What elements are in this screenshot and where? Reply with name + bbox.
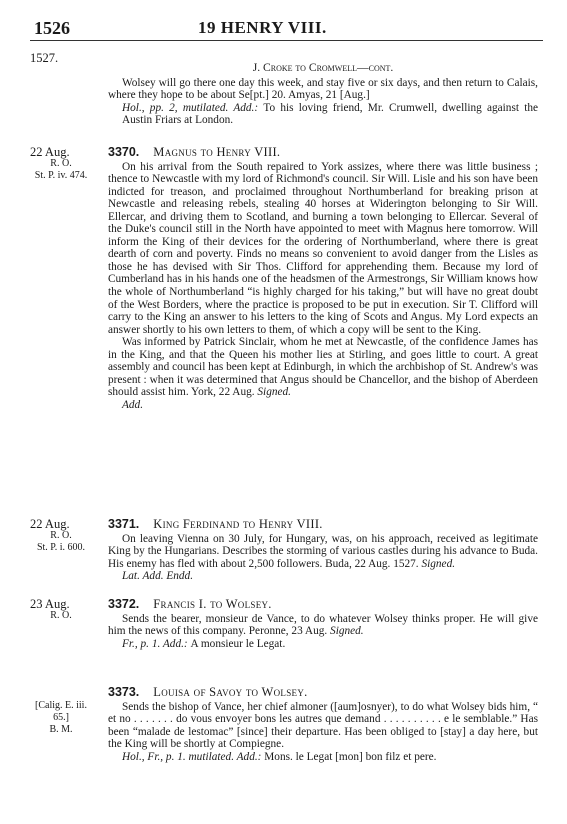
- paragraph-text: Sends the bearer, monsieur de Vance, to do whatever Wolsey thinks proper. He will give him the news of this company. Peronne, 23 Aug.: [108, 612, 538, 638]
- entry-heading: [108, 518, 538, 531]
- margin-3370: [30, 146, 102, 182]
- heading-text: Louisa of Savoy to Wolsey.: [153, 685, 308, 699]
- signed-note: Signed.: [421, 557, 456, 570]
- entry-date: 23 Aug.: [30, 597, 70, 611]
- trailer-label: Hol., Fr., p. 1. mutilated. Add.:: [122, 750, 262, 763]
- entry-paragraph: Wolsey will go there one day this week, and stay five or six days, and then return to Calais, where they hope to be about Se[pt.] 20. Amyas, 21 [Aug.]: [108, 76, 538, 102]
- heading-text: J. Croke to Cromwell—cont.: [252, 61, 394, 74]
- entry-heading: [108, 62, 538, 75]
- year-margin: [30, 52, 102, 64]
- entry-trailer: [108, 638, 538, 651]
- entry-3371: [108, 518, 538, 583]
- entry-paragraph: [108, 613, 538, 638]
- entry-paragraph-2: [108, 336, 538, 399]
- record-ref: R. O.: [50, 158, 72, 169]
- manuscript-ref-folio: 65.]: [53, 712, 69, 723]
- entry-paragraph: [108, 533, 538, 571]
- entry-number: 3370.: [108, 145, 140, 159]
- entry-heading: [108, 598, 538, 611]
- state-papers-ref: St. P. i. 600.: [36, 542, 86, 553]
- heading-text: Francis I. to Wolsey.: [153, 597, 272, 611]
- manuscript-ref: [Calig. E. iii.: [35, 700, 87, 711]
- signed-note: Signed.: [257, 386, 291, 399]
- entry-paragraph: On his arrival from the South repaired to York assizes, where there was little business ; thence to Newcastle with my lord of Richmond's council. Sir Will. Lisle and his son have been indicted for treason, and proclaimed throughout Northumberland for breaking prison at Newcastle and releasing rebels, stealing 40 horses at Widerington belonging to Sir Will. Ellercar, and driving them to Scotland, and burning a town belonging to Ellercar. Several of the Duke's council still in the North have appointed to meet with Magnus here tomorrow. Will inform the King of their devices for the ordering of Northumberland, where there is great dearth of corn and poverty. Finds no means so convenient to avoid danger from the Lisles as those he has devised with Sir Thos. Clifford for apprehending them. Because my lord of Cumberland has in his hands one of the headsmen of the Armestrongs, Sir William knows how the whole of Northumberland “is highly charged for his taking,” but will have no great doubt of the West Borders, where the practice is proposed to be put in execution. Sir T. Clifford will carry to the King an answer to his letters to the king of Scots and Angus. My Lord expects an answer shortly to his own letters to them, of which a copy will be sent to the King.: [108, 160, 538, 336]
- heading-text: King Ferdinand to Henry VIII.: [153, 517, 323, 531]
- library-ref: B. M.: [49, 724, 73, 735]
- entry-trailer: [108, 751, 538, 764]
- entry-trailer: Lat. Add. Endd.: [122, 570, 194, 583]
- entry-3373: [108, 686, 538, 763]
- entry-3370: [108, 146, 538, 411]
- entry-3372: [108, 598, 538, 650]
- trailer-label: Fr., p. 1. Add.:: [122, 637, 188, 650]
- entry-number: 3372.: [108, 597, 140, 611]
- state-papers-ref: St. P. iv. 474.: [34, 170, 88, 181]
- entry-date: 22 Aug.: [30, 145, 70, 159]
- entry-trailer: Add.: [122, 398, 144, 411]
- trailer-text: To his loving friend, Mr. Crumwell, dwelling against the Austin Friars at London.: [122, 101, 539, 127]
- trailer-text: A monsieur le Legat.: [190, 637, 286, 650]
- entry-number: 3371.: [108, 517, 140, 531]
- margin-3371: [30, 518, 102, 554]
- record-ref: R. O.: [50, 610, 72, 621]
- entry-date: 22 Aug.: [30, 517, 70, 531]
- page-number: 1526: [34, 18, 70, 38]
- entry-continuation: [108, 62, 538, 127]
- entry-paragraph: Sends the bishop of Vance, her chief almoner ([aum]osnyer), to do what Wolsey bids him, “ et no . . . . . . . do vous envoyer bons les autres que demand . . . . . . . . . . e le semblable.” Has been “malade de lestomac” [since] their departure. Has been obliged to [stay] a day here, but the King will be shortly at Compiegne.: [108, 700, 538, 751]
- page-title: 19 HENRY VIII.: [198, 18, 327, 37]
- entry-number: 3373.: [108, 685, 140, 699]
- margin-3373: [30, 700, 102, 736]
- margin-3372: [30, 598, 102, 622]
- paragraph-text: On leaving Vienna on 30 July, for Hungary, was, on his approach, received as legitimate King by the Hungarians. Describes the storming of various castles during his advance to Buda. His enemy has fled with about 2,500 followers. Buda, 22 Aug. 1527.: [108, 532, 538, 570]
- header-rule: [30, 40, 543, 41]
- paragraph-text: Was informed by Patrick Sinclair, whom he met at Newcastle, of the confidence James has in the King, and that the Queen his mother lies at Stirling, and goes little to court. A great assembly and council has been kept at Edinburgh, in which the archbishop of St. Andrew's was present : when it was determined that Angus should be Chancellor, and the bishop of Aberdeen should assist him. York, 22 Aug.: [108, 336, 538, 399]
- record-ref: R. O.: [50, 530, 72, 541]
- heading-text: Magnus to Henry VIII.: [153, 145, 281, 159]
- entry-trailer: [108, 102, 538, 127]
- trailer-text: Mons. le Legat [mon] bon filz et pere.: [264, 750, 437, 763]
- entry-heading: [108, 146, 538, 159]
- year-label: 1527.: [30, 51, 59, 65]
- entry-heading: [108, 686, 538, 699]
- signed-note: Signed.: [330, 625, 364, 638]
- trailer-label: Hol., pp. 2, mutilated. Add.:: [122, 101, 259, 114]
